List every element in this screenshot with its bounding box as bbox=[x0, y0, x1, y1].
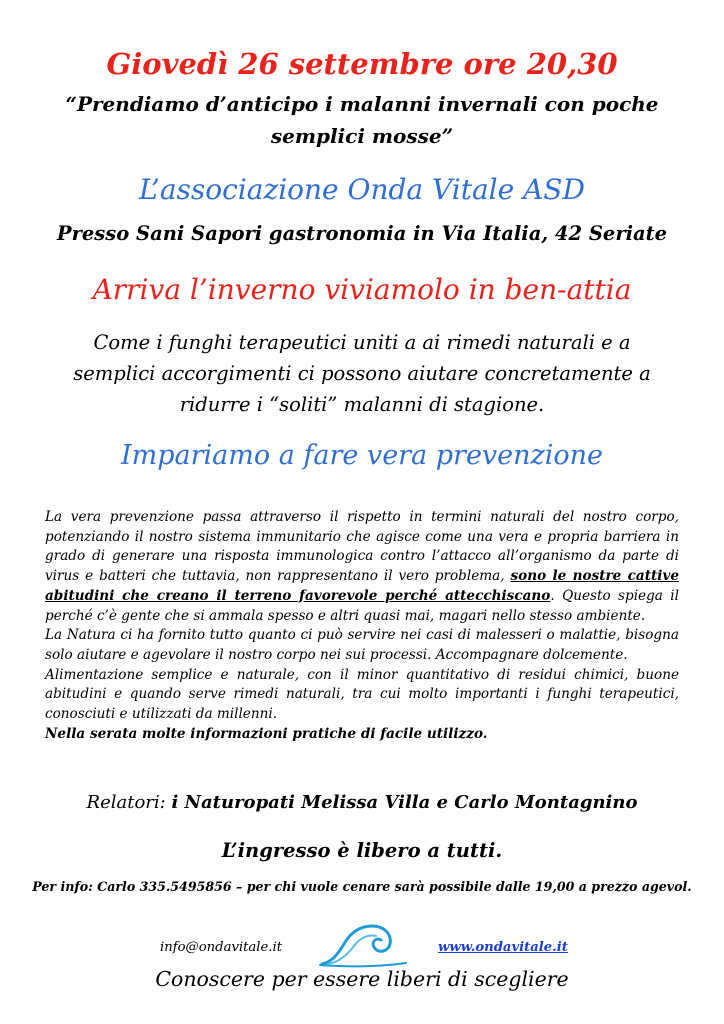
body-paragraph-1-end: . Questo spiega il perché c’è gente che si ammala spesso e altri quasi mai, magari nello stesso ambiente. bbox=[45, 587, 679, 624]
event-quote bbox=[0, 88, 724, 152]
footer-email: info@ondavitale.it bbox=[160, 940, 283, 955]
body-text bbox=[45, 508, 679, 744]
event-intro-line-3: ridurre i “soliti” malanni di stagione. bbox=[179, 393, 545, 416]
entry-note: L’ingresso è libero a tutti. bbox=[221, 839, 503, 862]
body-closing: Nella serata molte informazioni pratiche di facile utilizzo. bbox=[45, 725, 488, 742]
event-intro-line-1: Come i funghi terapeutici uniti a ai rimedi naturali e a bbox=[93, 331, 631, 354]
body-paragraph-2: La Natura ci ha fornito tutto quanto ci può servire nei casi di malesseri o malattie, bisogna solo aiutare e agevolare il nostro corpo nei sui processi. Accompagnare dolcemente. bbox=[45, 627, 679, 663]
event-slogan: Arriva l’inverno viviamolo in ben-attia bbox=[92, 273, 632, 306]
wave-logo-icon bbox=[318, 918, 408, 968]
speakers bbox=[0, 788, 724, 818]
speakers-names: i Naturopati Melissa Villa e Carlo Montagnino bbox=[171, 792, 638, 813]
event-quote-line-2: semplici mosse” bbox=[270, 124, 454, 148]
association-name: L’associazione Onda Vitale ASD bbox=[139, 173, 585, 206]
footer-motto: Conoscere per essere liberi di scegliere bbox=[155, 967, 569, 991]
event-venue: Presso Sani Sapori gastronomia in Via Italia, 42 Seriate bbox=[56, 222, 668, 245]
contact-info: Per info: Carlo 335.5495856 – per chi vuole cenare sarà possibile dalle 19,00 a prezzo agevol. bbox=[32, 879, 692, 894]
prevention-title: Impariamo a fare vera prevenzione bbox=[120, 440, 604, 471]
event-quote-line-1: “Prendiamo d’anticipo i malanni invernali con poche bbox=[65, 92, 659, 116]
body-paragraph-1 bbox=[45, 508, 679, 626]
event-date: Giovedì 26 settembre ore 20,30 bbox=[106, 47, 618, 81]
body-paragraph-1-start: La vera prevenzione passa attraverso il rispetto in termini naturali del nostro corpo, potenziando il nostro sistema immunitario che agisce come una vera e propria barriera in grado di generare una risposta immunologica contro l’attacco all’organismo da parte di virus e batteri che tuttavia, non rappresentano il vero problema, bbox=[45, 509, 679, 585]
speakers-label: Relatori: bbox=[86, 792, 166, 813]
body-paragraph-1-emphasis: sono le nostre cattive abitudini che creano il terreno favorevole perché attecchiscano bbox=[45, 568, 679, 604]
footer-row bbox=[0, 918, 724, 968]
event-intro-line-2: semplici accorgimenti ci possono aiutare concretamente a bbox=[73, 362, 651, 385]
body-paragraph-3: Alimentazione semplice e naturale, con il minor quantitativo di residui chimici, buone abitudini e quando serve rimedi naturali, tra cui molto importanti i funghi terapeutici, conosciuti e utilizzati da millenni. bbox=[45, 666, 679, 723]
footer-website-link[interactable]: www.ondavitale.it bbox=[438, 940, 568, 955]
event-intro bbox=[0, 327, 724, 420]
